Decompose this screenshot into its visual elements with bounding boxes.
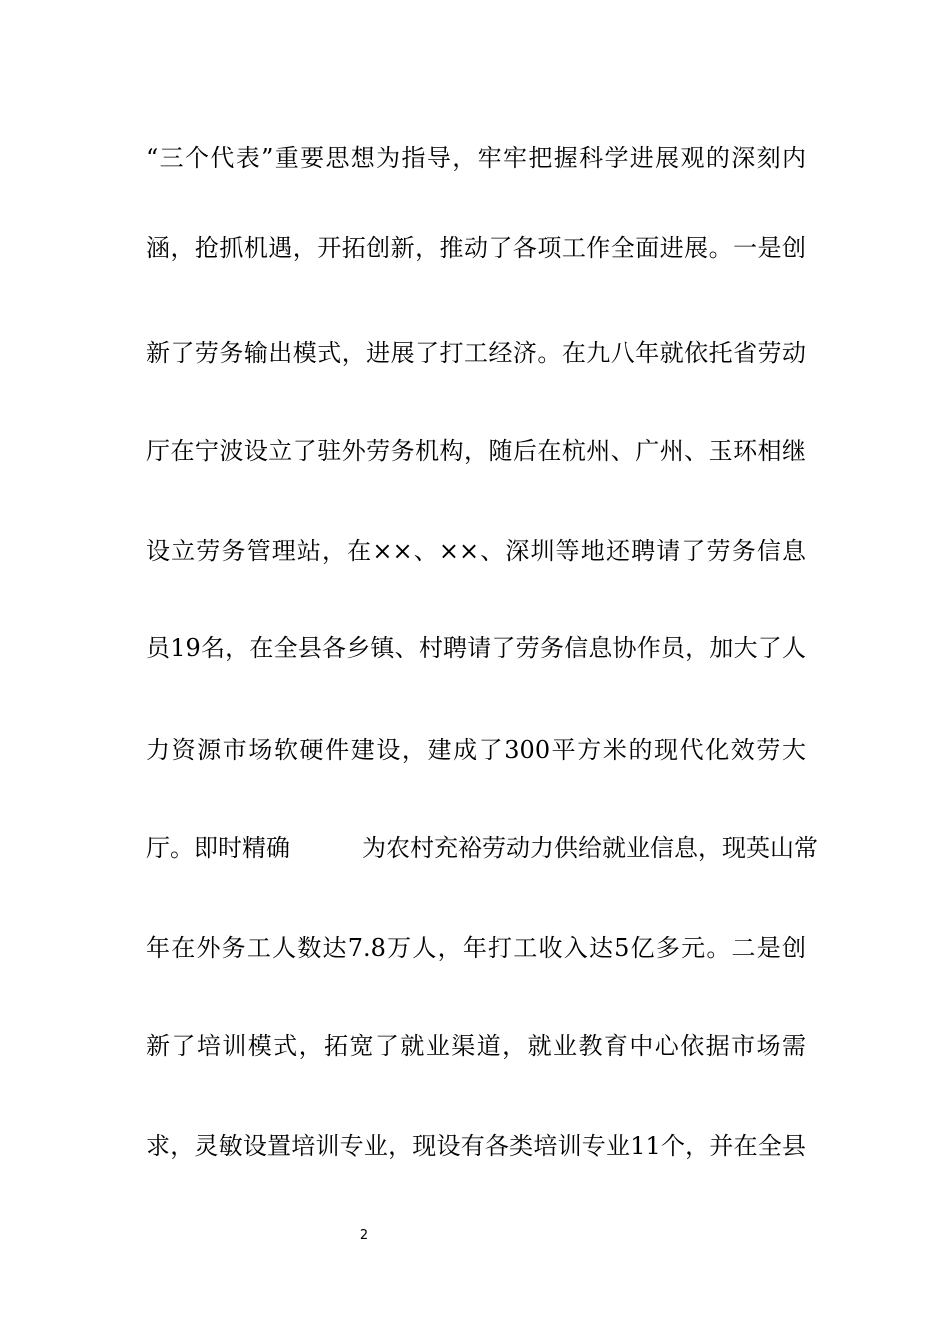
text-line-7: 力资源市场软硬件建设，建成了300平方米的现代化效劳大: [146, 736, 806, 764]
text-line-8: 厅。即时精确 为农村充裕劳动力供给就业信息，现英山常: [146, 834, 818, 862]
page-number: 2: [359, 1228, 369, 1243]
text-line-9: 年在外务工人数达7.8万人，年打工收入达5亿多元。二是创: [146, 934, 806, 962]
text-line-11: 求，灵敏设置培训专业，现设有各类培训专业11个，并在全县: [146, 1132, 806, 1160]
text-line-10: 新了培训模式，拓宽了就业渠道，就业教育中心依据市场需: [146, 1032, 806, 1060]
text-line-3: 新了劳务输出模式，进展了打工经济。在九八年就依托省劳动: [146, 339, 806, 367]
text-line-2: 涵，抢抓机遇，开拓创新，推动了各项工作全面进展。一是创: [146, 234, 806, 262]
text-line-6: 员19名，在全县各乡镇、村聘请了劳务信息协作员，加大了人: [146, 634, 806, 662]
text-line-5: 设立劳务管理站，在××、××、深圳等地还聘请了劳务信息: [146, 537, 806, 565]
text-line-4: 厅在宁波设立了驻外劳务机构，随后在杭州、广州、玉环相继: [146, 437, 806, 465]
text-line-1: “三个代表”重要思想为指导，牢牢把握科学进展观的深刻内: [146, 144, 806, 172]
